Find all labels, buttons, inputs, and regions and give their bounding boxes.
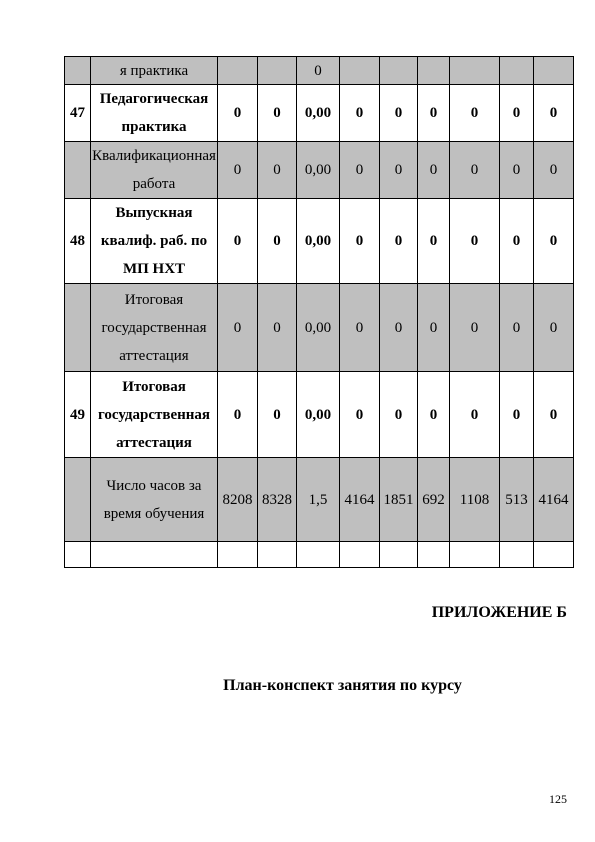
value-cell	[450, 57, 500, 85]
value-cell	[380, 57, 418, 85]
value-cell: 0	[500, 85, 534, 142]
value-cell: 0	[340, 199, 380, 284]
row-index-cell	[65, 57, 91, 85]
table-row	[65, 372, 574, 458]
value-cell	[450, 542, 500, 568]
value-cell: 0	[340, 142, 380, 199]
discipline-name-cell: Квалификационная работа	[91, 142, 218, 199]
row-index-cell: 49	[65, 372, 91, 458]
discipline-name-cell: Итоговая государственная аттестация	[91, 372, 218, 458]
row-index-cell: 47	[65, 85, 91, 142]
value-cell: 0	[258, 372, 297, 458]
value-cell	[380, 542, 418, 568]
value-cell: 0	[258, 199, 297, 284]
value-cell: 0	[534, 142, 574, 199]
value-cell	[218, 542, 258, 568]
value-cell: 1851	[380, 458, 418, 542]
discipline-name-cell	[91, 542, 218, 568]
value-cell: 0	[218, 85, 258, 142]
value-cell: 1108	[450, 458, 500, 542]
value-cell: 0	[380, 142, 418, 199]
value-cell: 0	[218, 284, 258, 372]
value-cell: 0	[500, 372, 534, 458]
discipline-name-cell: я практика	[91, 57, 218, 85]
value-cell	[258, 57, 297, 85]
value-cell: 0	[258, 284, 297, 372]
table-row	[65, 57, 574, 85]
value-cell: 0,00	[297, 85, 340, 142]
value-cell: 0	[418, 142, 450, 199]
table-row	[65, 142, 574, 199]
value-cell	[534, 542, 574, 568]
value-cell: 0	[418, 284, 450, 372]
table-row	[65, 85, 574, 142]
value-cell: 0	[218, 199, 258, 284]
value-cell: 8328	[258, 458, 297, 542]
value-cell: 0,00	[297, 199, 340, 284]
row-index-cell	[65, 142, 91, 199]
value-cell: 0	[218, 142, 258, 199]
value-cell	[534, 57, 574, 85]
value-cell: 0	[418, 372, 450, 458]
value-cell: 0	[534, 284, 574, 372]
value-cell	[258, 542, 297, 568]
value-cell: 0	[500, 142, 534, 199]
value-cell: 692	[418, 458, 450, 542]
table-row	[65, 542, 574, 568]
value-cell: 0	[534, 199, 574, 284]
value-cell: 0	[297, 57, 340, 85]
value-cell: 0	[500, 284, 534, 372]
value-cell: 0	[450, 142, 500, 199]
table-row	[65, 199, 574, 284]
value-cell: 0	[340, 284, 380, 372]
value-cell: 0,00	[297, 284, 340, 372]
value-cell	[340, 57, 380, 85]
discipline-name-cell: Педагогическая практика	[91, 85, 218, 142]
table-row	[65, 284, 574, 372]
value-cell	[418, 57, 450, 85]
value-cell: 513	[500, 458, 534, 542]
value-cell	[500, 57, 534, 85]
lesson-plan-subtitle: План-конспект занятия по курсу	[223, 677, 462, 694]
value-cell: 0	[534, 85, 574, 142]
value-cell	[340, 542, 380, 568]
value-cell: 0	[418, 85, 450, 142]
value-cell: 4164	[534, 458, 574, 542]
value-cell: 1,5	[297, 458, 340, 542]
page-number: 125	[549, 792, 567, 806]
value-cell: 0	[380, 85, 418, 142]
value-cell: 0	[340, 85, 380, 142]
discipline-name-cell: Итоговая государственная аттестация	[91, 284, 218, 372]
value-cell: 0	[380, 372, 418, 458]
value-cell: 0	[380, 199, 418, 284]
value-cell: 0,00	[297, 372, 340, 458]
value-cell: 0	[418, 199, 450, 284]
value-cell: 0	[534, 372, 574, 458]
discipline-name-cell: Выпускная квалиф. раб. по МП НХТ	[91, 199, 218, 284]
value-cell: 0	[450, 284, 500, 372]
value-cell: 0	[450, 372, 500, 458]
value-cell	[418, 542, 450, 568]
value-cell: 0	[500, 199, 534, 284]
value-cell: 0	[380, 284, 418, 372]
value-cell: 0,00	[297, 142, 340, 199]
table-row	[65, 458, 574, 542]
value-cell	[297, 542, 340, 568]
row-index-cell	[65, 458, 91, 542]
value-cell: 4164	[340, 458, 380, 542]
curriculum-hours-table	[64, 56, 574, 568]
value-cell: 0	[218, 372, 258, 458]
row-index-cell	[65, 284, 91, 372]
value-cell: 8208	[218, 458, 258, 542]
row-index-cell: 48	[65, 199, 91, 284]
value-cell: 0	[450, 85, 500, 142]
value-cell: 0	[258, 142, 297, 199]
value-cell: 0	[340, 372, 380, 458]
row-index-cell	[65, 542, 91, 568]
value-cell	[500, 542, 534, 568]
value-cell	[218, 57, 258, 85]
discipline-name-cell: Число часов за время обучения	[91, 458, 218, 542]
appendix-title: ПРИЛОЖЕНИЕ Б	[431, 604, 567, 621]
value-cell: 0	[258, 85, 297, 142]
value-cell: 0	[450, 199, 500, 284]
